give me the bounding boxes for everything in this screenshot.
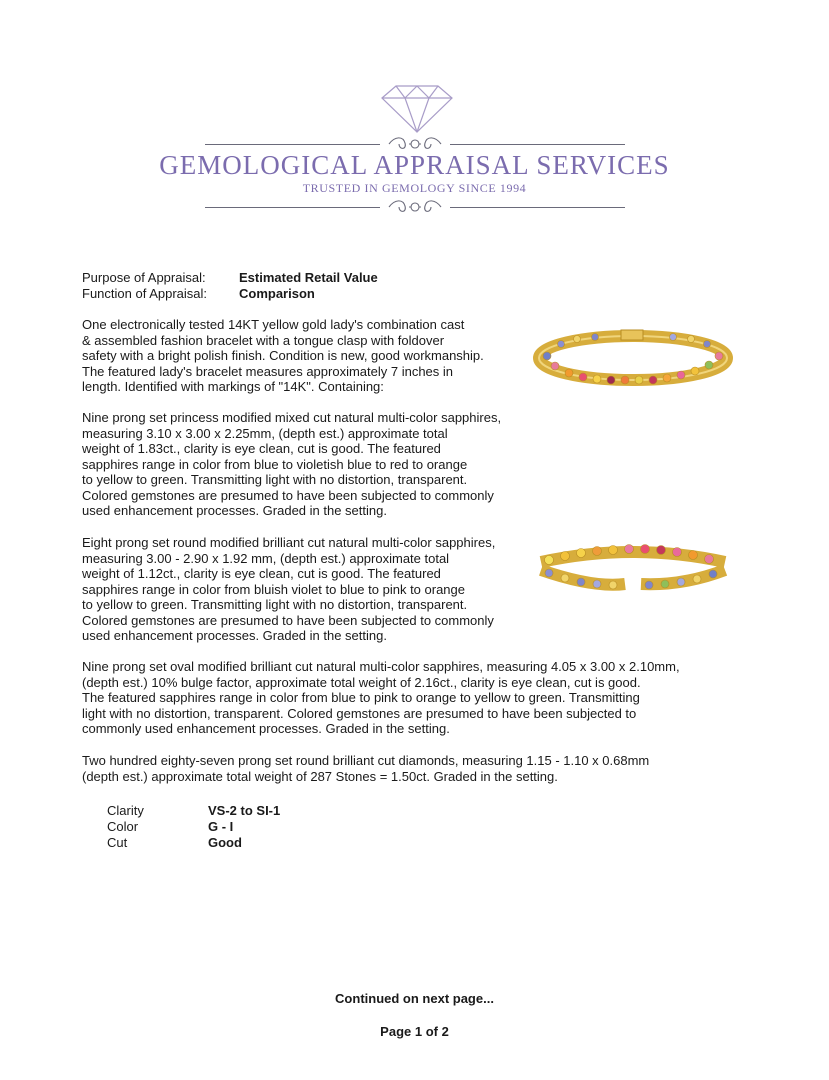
grade-label-clarity: Clarity [107, 803, 144, 818]
continued-note: Continued on next page... [335, 991, 494, 1006]
diamond-description: Two hundred eighty-seven prong set round brilliant cut diamonds, measuring 1.15 - 1.10 x 0.68mm (depth est.) approximate total weight of 287 Stones = 1.50ct. Graded in the setting. [82, 753, 650, 784]
grade-value-clarity: VS-2 to SI-1 [208, 803, 281, 818]
round-sapphire-description: Eight prong set round modified brilliant cut natural multi-color sapphires, measuring 3.00 - 2.90 x 1.92 mm, (depth est.) approximate total weight of 1.12ct., clarity is eye clean, cut is good. The featured sapphires range in color from bluish violet to blue to pink to orange to yellow to green. Transmitting light with no distortion, transparent. Colored gemstones are presumed to have been subjected to commonly used enhancement processes. Graded in the setting. [82, 535, 496, 643]
grade-value-color: G - I [208, 819, 234, 834]
princess-sapphire-description: Nine prong set princess modified mixed cut natural multi-color sapphires, measuring 3.10 x 3.00 x 2.25mm, (depth est.) approximate total weight of 1.83ct., clarity is eye clean, cut is good. The featured sapphires range in color from blue to violetish blue to red to orange to yellow to green. Transmitting light with no distortion, transparent. Colored gemstones are presumed to have been subjected to commonly used enhancement processes. Graded in the setting. [82, 410, 502, 518]
company-tagline: TRUSTED IN GEMOLOGY SINCE 1994 [302, 181, 527, 195]
page-number: Page 1 of 2 [380, 1024, 449, 1039]
top-rule-left [205, 144, 380, 145]
company-name: GEMOLOGICAL APPRAISAL SERVICES [159, 150, 670, 180]
bracelet-photo-open [533, 540, 733, 600]
grade-label-color: Color [107, 819, 139, 834]
bottom-rule-left [205, 207, 380, 208]
bracelet-photo-top [533, 318, 733, 398]
purpose-value: Estimated Retail Value [239, 270, 378, 285]
function-value: Comparison [239, 286, 315, 301]
oval-sapphire-description: Nine prong set oval modified brilliant cut natural multi-color sapphires, measuring 4.05 x 3.00 x 2.10mm, (depth est.) 10% bulge factor, approximate total weight of 2.16ct., clarity is eye clean, cut is good. The featured sapphires range in color from blue to pink to orange to yellow to green. Transmitting light with no distortion, transparent. Colored gemstones are presumed to have been subjected to commonly used enhancement processes. Graded in the setting. [82, 659, 680, 736]
function-label: Function of Appraisal: [82, 286, 208, 301]
purpose-label: Purpose of Appraisal: [82, 270, 206, 285]
diamond-logo-icon [372, 84, 462, 134]
top-rule-right [450, 144, 625, 145]
grade-value-cut: Good [208, 835, 242, 850]
bracelet-description: One electronically tested 14KT yellow gold lady's combination cast & assembled fashion bracelet with a tongue clasp with foldover safety with a bright polish finish. Condition is new, good workmanship. The featured lady's bracelet measures approximately 7 inches in length. Identified with markings of "14K". Containing: [82, 317, 484, 394]
bottom-rule-right [450, 207, 625, 208]
grade-label-cut: Cut [107, 835, 128, 850]
flourish-ornament-icon [385, 197, 445, 217]
